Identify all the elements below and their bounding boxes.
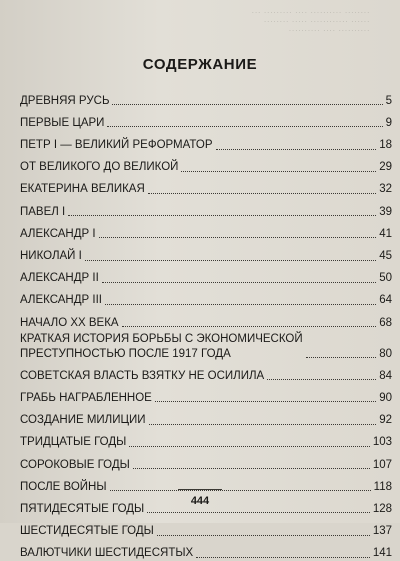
toc-dot-leader <box>149 424 377 425</box>
toc-entry-title-line: ПРЕСТУПНОСТЬЮ ПОСЛЕ 1917 ГОДА <box>20 347 231 360</box>
toc-entry-title-line: ТРИДЦАТЫЕ ГОДЫ <box>20 436 127 449</box>
toc-entry-title <box>20 316 119 331</box>
toc-dot-leader <box>148 193 376 194</box>
toc-dot-leader <box>107 126 382 127</box>
toc-entry <box>20 472 392 494</box>
toc-entry-title-line: ПЕРВЫЕ ЦАРИ <box>20 116 105 129</box>
toc-entry-title <box>20 94 109 109</box>
toc-entry <box>20 86 392 108</box>
toc-entry-page: 128 <box>372 502 392 515</box>
toc-entry-title-line: НАЧАЛО XX ВЕКА <box>20 316 119 329</box>
toc-entry <box>20 108 392 130</box>
toc-entry-page: 41 <box>379 227 392 240</box>
toc-dot-leader <box>105 304 376 305</box>
toc-entry-title <box>20 391 152 406</box>
toc-entry <box>20 241 392 263</box>
toc-entry-page: 29 <box>379 161 392 174</box>
toc-dot-leader <box>112 104 382 105</box>
toc-entry-title <box>20 271 99 286</box>
toc-entry-page: 92 <box>379 414 392 427</box>
toc-dot-leader <box>133 468 370 469</box>
toc-entry-title <box>20 369 264 384</box>
toc-entry-page: 84 <box>379 369 392 382</box>
toc-entry-title <box>20 293 102 308</box>
toc-entry-title-line: ПЕТР I — ВЕЛИКИЙ РЕФОРМАТОР <box>20 139 213 152</box>
toc-entry-page: 18 <box>379 139 392 152</box>
toc-entry <box>20 428 392 450</box>
toc-entry <box>20 330 392 361</box>
toc-entry-page: 90 <box>379 391 392 404</box>
page-number: 444 <box>190 495 210 507</box>
toc-dot-leader <box>68 215 376 216</box>
toc-dot-leader <box>129 446 369 447</box>
toc-entry-title-line: ПАВЕЛ I <box>20 205 66 218</box>
toc-dot-leader <box>155 401 376 402</box>
toc-entry <box>20 516 392 538</box>
toc-entry-title-line: СОВЕТСКАЯ ВЛАСТЬ ВЗЯТКУ НЕ ОСИЛИЛА <box>20 369 265 382</box>
toc-entry-title-line: ВАЛЮТЧИКИ ШЕСТИДЕСЯТЫХ <box>20 547 194 560</box>
toc-entry-title-line: КРАТКАЯ ИСТОРИЯ БОРЬБЫ С ЭКОНОМИЧЕСКОЙ <box>20 333 303 346</box>
toc-entry <box>20 539 392 561</box>
toc-entry-page: 137 <box>372 525 392 538</box>
toc-entry-title <box>20 116 104 131</box>
toc-entry-page: 5 <box>385 94 392 107</box>
toc-entry-page: 9 <box>385 116 392 129</box>
toc-entry <box>20 308 392 330</box>
toc-entry <box>20 175 392 197</box>
toc-entry <box>20 219 392 241</box>
folio-rule <box>178 489 222 490</box>
toc-dot-leader <box>99 237 377 238</box>
toc-entry-title <box>20 249 82 264</box>
toc-dot-leader <box>306 357 377 358</box>
toc-entry-page: 39 <box>379 205 392 218</box>
toc-entry-title <box>20 546 193 561</box>
toc-entry-page: 68 <box>379 316 392 329</box>
toc-entry-title-line: АЛЕКСАНДР I <box>20 227 96 240</box>
toc-dot-leader <box>267 379 376 380</box>
toc-entry-title-line: НИКОЛАЙ I <box>20 250 82 262</box>
toc-entry <box>20 405 392 427</box>
toc-entry <box>20 130 392 152</box>
toc-dot-leader <box>122 326 377 327</box>
toc-entry-title-line: ГРАБЬ НАГРАБЛЕННОЕ <box>20 391 152 404</box>
toc-entry-title-line: АЛЕКСАНДР III <box>20 294 102 307</box>
toc-entry-title <box>20 182 145 197</box>
toc-entry-title <box>20 227 96 242</box>
show-through-text: ··· ········· ···· ·········· ········ ········ ····· ············ ······ ·········· ···· ·········· <box>251 8 370 35</box>
toc-entry-title <box>20 480 107 495</box>
toc-entry-title <box>20 458 130 473</box>
toc-dot-leader <box>110 490 371 491</box>
toc-entry <box>20 264 392 286</box>
toc-dot-leader <box>147 512 370 513</box>
toc-entry-page: 45 <box>379 250 392 262</box>
toc-entry-page: 118 <box>373 480 392 493</box>
toc-entry-page: 64 <box>379 294 392 307</box>
toc-dot-leader <box>102 282 376 283</box>
toc-dot-leader <box>196 557 370 558</box>
toc-entry-title-line: СОРОКОВЫЕ ГОДЫ <box>20 458 130 471</box>
toc-entry-title-line: ПЯТИДЕСЯТЫЕ ГОДЫ <box>20 502 145 515</box>
toc-entry-page: 103 <box>372 436 392 449</box>
toc-entry-page: 80 <box>379 347 392 360</box>
toc-entry-title-line: СОЗДАНИЕ МИЛИЦИИ <box>20 414 146 427</box>
toc-dot-leader <box>181 171 376 172</box>
toc-dot-leader <box>157 535 370 536</box>
toc-entry-title <box>20 205 65 220</box>
toc-entry-page: 107 <box>372 458 392 471</box>
toc-entry <box>20 383 392 405</box>
toc-title: СОДЕРЖАНИЕ <box>142 56 258 73</box>
toc-entry <box>20 286 392 308</box>
toc-entry <box>20 450 392 472</box>
toc-entry-title <box>20 138 213 153</box>
toc-entry-page: 141 <box>372 547 392 560</box>
toc-entry <box>20 153 392 175</box>
toc-entry <box>20 361 392 383</box>
toc-entry-title <box>20 524 154 539</box>
toc-entry-title-line: ПОСЛЕ ВОЙНЫ <box>20 480 107 493</box>
toc-entry-page: 32 <box>379 183 392 196</box>
toc-entry-title <box>20 332 303 361</box>
toc-entry-title <box>20 160 178 175</box>
toc-entry-title-line: ОТ ВЕЛИКОГО ДО ВЕЛИКОЙ <box>20 161 179 174</box>
toc-entry-title-line: ШЕСТИДЕСЯТЫЕ ГОДЫ <box>20 525 154 538</box>
toc-dot-leader <box>85 260 376 261</box>
toc-entry-title-line: АЛЕКСАНДР II <box>20 272 99 285</box>
toc-entry-title <box>20 435 126 450</box>
toc-entry-page: 50 <box>379 272 392 285</box>
toc-entry-title-line: ЕКАТЕРИНА ВЕЛИКАЯ <box>20 183 145 196</box>
toc-entry-title-line: ДРЕВНЯЯ РУСЬ <box>20 94 110 107</box>
toc-entry-title <box>20 413 146 428</box>
toc-dot-leader <box>216 149 377 150</box>
toc-entry <box>20 197 392 219</box>
